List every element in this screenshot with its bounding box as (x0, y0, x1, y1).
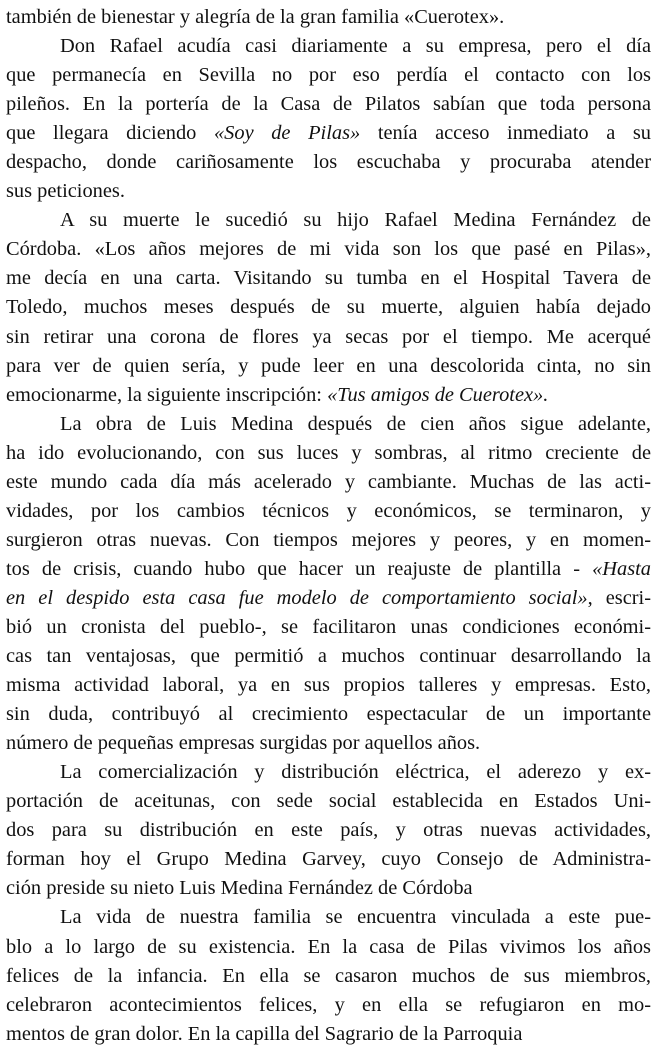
text-run: celebraron acontecimientos felices, y en ella se refugiaron en mo- (6, 993, 651, 1016)
text-run: A su muerte le sucedió su hijo Rafael Medina Fernández de (60, 209, 651, 232)
text-line (6, 584, 651, 613)
text-line (6, 32, 651, 61)
text-line (6, 293, 651, 322)
text-run: sin retirar una corona de flores ya secas por el tiempo. Me acerqué (6, 325, 651, 348)
italic-text: «Tus amigos de Cuerotex». (327, 383, 549, 406)
text-run: La vida de nuestra familia se encuentra vinculada a este pue- (60, 906, 651, 929)
italic-text: «Soy de Pilas» (213, 122, 361, 145)
text-line (6, 787, 651, 816)
text-line (6, 613, 651, 642)
text-run: mentos de gran dolor. En la capilla del Sagrario de la Parroquia (6, 1022, 523, 1045)
text-run: misma actividad laboral, ya en sus propios talleres y empresas. Esto, (6, 674, 651, 697)
text-line (6, 439, 651, 468)
text-run: tos de crisis, cuando hubo que hacer un reajuste de plantilla - (6, 557, 593, 580)
text-run: forman hoy el Grupo Medina Garvey, cuyo Consejo de Administra- (6, 848, 651, 871)
text-run: que permanecía en Sevilla no por eso perdía el contacto con los (6, 64, 651, 87)
text-line (6, 90, 651, 119)
text-line (6, 671, 651, 700)
text-line (6, 555, 651, 584)
text-run: Don Rafael acudía casi diariamente a su empresa, pero el día (60, 35, 651, 58)
text-line (6, 497, 651, 526)
text-run: tenía acceso inmediato a su (360, 122, 651, 145)
text-line (6, 410, 651, 439)
text-run: ción preside su nieto Luis Medina Fernández de Córdoba (6, 877, 473, 900)
text-line (6, 758, 651, 787)
text-run: portación de aceitunas, con sede social establecida en Estados Uni- (6, 790, 651, 813)
text-line (6, 61, 651, 90)
text-run: que llegara diciendo (6, 122, 214, 145)
text-line (6, 991, 651, 1020)
text-run: dos para su distribución en este país, y otras nuevas actividades, (6, 819, 651, 842)
text-run: emocionarme, la siguiente inscripción: (6, 383, 328, 406)
text-line (6, 903, 651, 932)
text-run: surgieron otras nuevas. Con tiempos mejores y peores, y en momen- (6, 528, 651, 551)
document-page (0, 3, 655, 1048)
text-line (6, 642, 651, 671)
text-run: para ver de quien sería, y pude leer en una descolorida cinta, no sin (6, 354, 651, 377)
text-line (6, 1020, 651, 1049)
body-text (6, 3, 651, 1049)
text-line (6, 700, 651, 729)
text-line (6, 526, 651, 555)
text-run: también de bienestar y alegría de la gran familia «Cuerotex». (6, 6, 505, 28)
text-line (6, 264, 651, 293)
text-run: cas tan ventajosas, que permitió a muchos continuar desarrollando la (6, 645, 651, 668)
italic-text: «Hasta (592, 557, 651, 580)
text-line (6, 816, 651, 845)
text-run: número de pequeñas empresas surgidas por aquellos años. (6, 732, 481, 755)
italic-text: en el despido esta casa fue modelo de comportamiento social» (6, 586, 588, 609)
text-line (6, 381, 651, 410)
text-line (6, 962, 651, 991)
text-run: blo a lo largo de su existencia. En la casa de Pilas vivimos los años (6, 935, 651, 958)
text-line (6, 352, 651, 381)
text-line (6, 206, 651, 235)
text-line (6, 933, 651, 962)
text-run: sus peticiones. (6, 180, 125, 203)
text-line (6, 177, 651, 206)
text-run: sin duda, contribuyó al crecimiento espectacular de un importante (6, 703, 651, 726)
text-run: La comercialización y distribución eléctrica, el aderezo y ex- (60, 761, 651, 784)
text-run: bió un cronista del pueblo-, se facilitaron unas condiciones económi- (6, 615, 651, 638)
text-line (6, 323, 651, 352)
text-run: ha ido evolucionando, con sus luces y sombras, al ritmo creciente de (6, 441, 651, 464)
text-line (6, 148, 651, 177)
text-run: , escri- (587, 586, 651, 609)
text-run: La obra de Luis Medina después de cien años sigue adelante, (60, 412, 651, 435)
text-run: Toledo, muchos meses después de su muerte, alguien había dejado (6, 296, 651, 319)
text-run: felices de la infancia. En ella se casaron muchos de sus miembros, (6, 964, 651, 987)
text-run: pileños. En la portería de la Casa de Pilatos sabían que toda persona (6, 93, 651, 116)
text-line (6, 235, 651, 264)
text-line (6, 729, 651, 758)
text-line (6, 3, 651, 32)
text-line (6, 119, 651, 148)
text-line (6, 845, 651, 874)
text-run: despacho, donde cariñosamente los escuchaba y procuraba atender (6, 151, 651, 174)
text-line (6, 874, 651, 903)
text-run: este mundo cada día más acelerado y cambiante. Muchas de las acti- (6, 470, 651, 493)
text-run: me decía en una carta. Visitando su tumba en el Hospital Tavera de (6, 267, 651, 290)
text-line (6, 468, 651, 497)
text-run: vidades, por los cambios técnicos y económicos, se terminaron, y (6, 499, 651, 522)
text-run: Córdoba. «Los años mejores de mi vida son los que pasé en Pilas», (6, 238, 651, 261)
